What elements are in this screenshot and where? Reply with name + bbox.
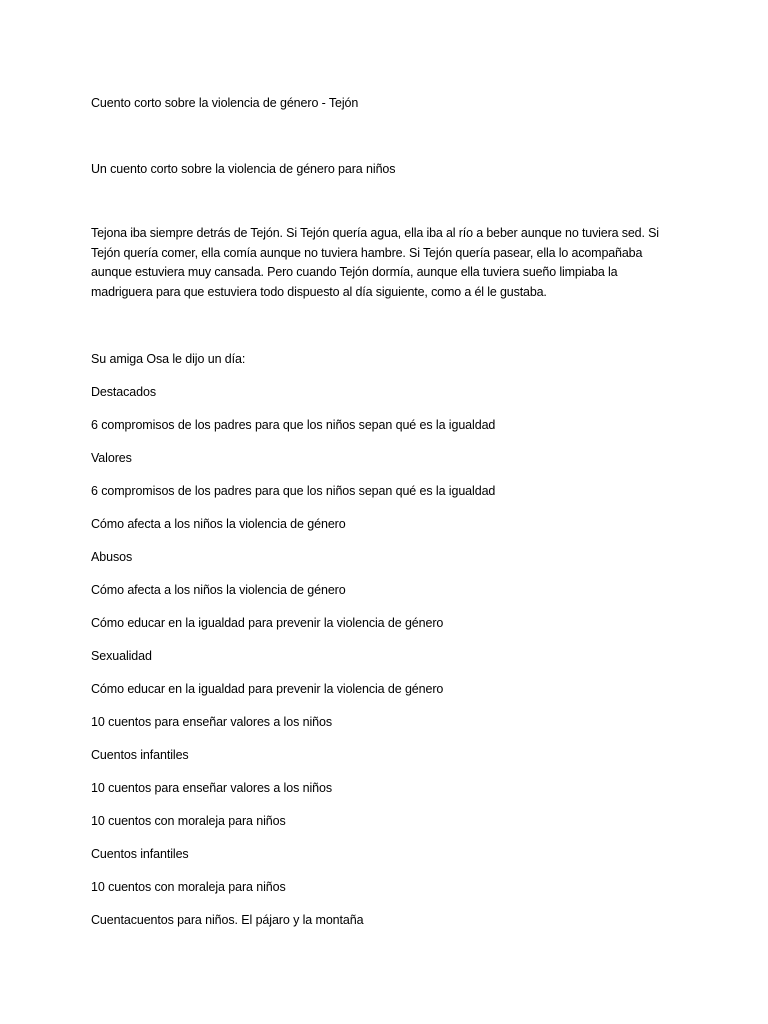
article-link: 10 cuentos para enseñar valores a los niños bbox=[91, 715, 332, 729]
article-link: 10 cuentos con moraleja para niños bbox=[91, 814, 286, 828]
article-link: Cómo educar en la igualdad para prevenir la violencia de género bbox=[91, 616, 444, 630]
article-link: Cómo afecta a los niños la violencia de género bbox=[91, 583, 346, 597]
document-subtitle: Un cuento corto sobre la violencia de género para niños bbox=[91, 162, 396, 176]
article-link: Cómo afecta a los niños la violencia de género bbox=[91, 517, 346, 531]
paragraph-line: aunque estuviera muy cansada. Pero cuando Tejón dormía, aunque ella tuviera sueño limpiaba la bbox=[91, 265, 618, 279]
intro-line: Su amiga Osa le dijo un día: bbox=[91, 352, 246, 366]
category-label: Valores bbox=[91, 451, 132, 465]
section-heading: Destacados bbox=[91, 385, 157, 399]
paragraph-line: madriguera para que estuviera todo dispuesto al día siguiente, como a él le gustaba. bbox=[91, 284, 547, 299]
article-link: 6 compromisos de los padres para que los niños sepan qué es la igualdad bbox=[91, 484, 496, 498]
story-paragraph bbox=[91, 224, 716, 302]
paragraph-line: Tejona iba siempre detrás de Tejón. Si Tejón quería agua, ella iba al río a beber aunque no tuviera sed. Si bbox=[91, 226, 659, 240]
article-link: 10 cuentos con moraleja para niños bbox=[91, 880, 286, 894]
article-link: Cuentacuentos para niños. El pájaro y la montaña bbox=[91, 913, 364, 927]
article-link: Cómo educar en la igualdad para prevenir la violencia de género bbox=[91, 682, 444, 696]
article-link: 10 cuentos para enseñar valores a los niños bbox=[91, 781, 332, 795]
category-label: Cuentos infantiles bbox=[91, 748, 189, 762]
paragraph-line: Tejón quería comer, ella comía aunque no tuviera hambre. Si Tejón quería pasear, ella lo acompañaba bbox=[91, 245, 643, 260]
category-label: Cuentos infantiles bbox=[91, 847, 189, 861]
category-label: Abusos bbox=[91, 550, 133, 564]
category-label: Sexualidad bbox=[91, 649, 152, 663]
article-link: 6 compromisos de los padres para que los niños sepan qué es la igualdad bbox=[91, 418, 496, 432]
document-title: Cuento corto sobre la violencia de género - Tejón bbox=[91, 96, 359, 110]
